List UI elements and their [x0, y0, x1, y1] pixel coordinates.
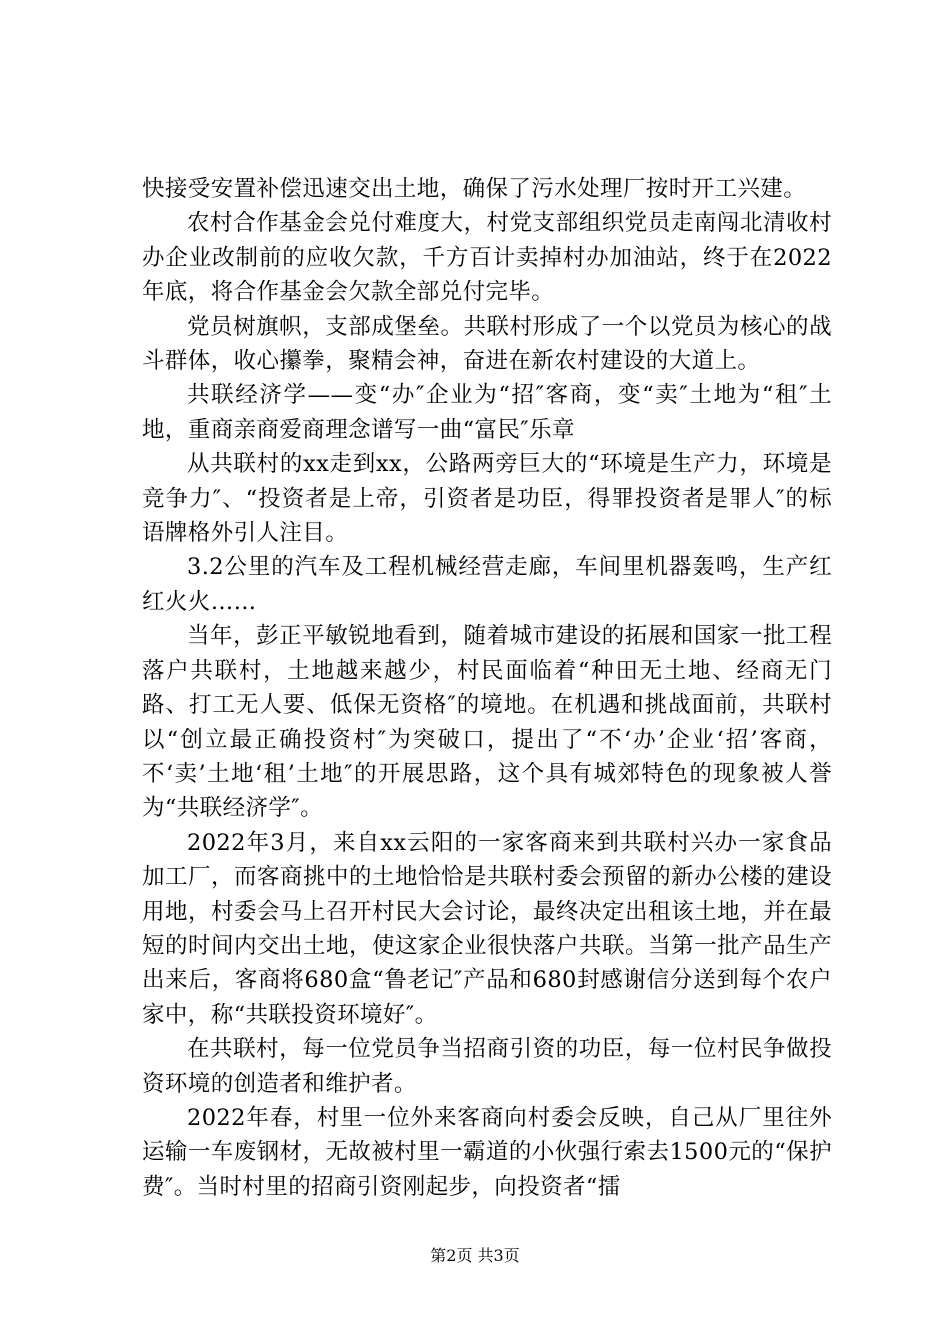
paragraph-continuation: 快接受安置补偿迅速交出土地，确保了污水处理厂按时开工兴建。	[142, 176, 807, 202]
page-number: 第2页 共3页	[430, 1246, 520, 1265]
paragraph: 2022年3月，来自xx云阳的一家客商来到共联村兴办一家食品加工厂，而客商挑中的土地恰恰是共联村委会预留的新办公楼的建设用地，村委会马上召开村民大会讨论，最终决定出租该土地，并在最短的时间内交出土地，使这家企业很快落户共联。当第一批产品生产出来后，客商将680盒“鲁老记″产品和680封感谢信分送到每个农户家中，称“共联投资环境好″。	[142, 829, 832, 1028]
paragraph: 从共联村的xx走到xx，公路两旁巨大的“环境是生产力，环境是竞争力″、“投资者是上帝，引资者是功臣，得罪投资者是罪人″的标语牌格外引人注目。	[142, 451, 832, 547]
paragraph: 党员树旗帜，支部成堡垒。共联村形成了一个以党员为核心的战斗群体，收心攥拳，聚精会神，奋进在新农村建设的大道上。	[142, 313, 832, 375]
page-footer	[0, 1246, 950, 1266]
section-heading: 共联经济学——变“办″企业为“招″客商，变“卖″土地为“租″土地，重商亲商爱商理念谱写一曲“富民″乐章	[142, 382, 832, 443]
paragraph: 在共联村，每一位党员争当招商引资的功臣，每一位村民争做投资环境的创造者和维护者。	[142, 1036, 832, 1097]
paragraph: 3.2公里的汽车及工程机械经营走廊，车间里机器轰鸣，生产红红火火……	[142, 554, 832, 615]
paragraph: 2022年春，村里一位外来客商向村委会反映，自己从厂里往外运输一车废钢材，无故被村里一霸道的小伙强行索去1500元的“保护费″。当时村里的招商引资刚起步，向投资者“擂	[142, 1104, 832, 1200]
paragraph: 农村合作基金会兑付难度大，村党支部组织党员走南闯北清收村办企业改制前的应收欠款，千方百计卖掉村办加油站，终于在2022年底，将合作基金会欠款全部兑付完毕。	[142, 210, 832, 306]
paragraph: 当年，彭正平敏锐地看到，随着城市建设的拓展和国家一批工程落户共联村，土地越来越少，村民面临着“种田无土地、经商无门路、打工无人要、低保无资格″的境地。在机遇和挑战面前，共联村以“创立最正确投资村″为突破口，提出了“不‘办’企业‘招’客商，不‘卖’土地‘租’土地″的开展思路，这个具有城郊特色的现象被人誉为“共联经济学″。	[142, 623, 832, 822]
document-body	[142, 172, 832, 1204]
